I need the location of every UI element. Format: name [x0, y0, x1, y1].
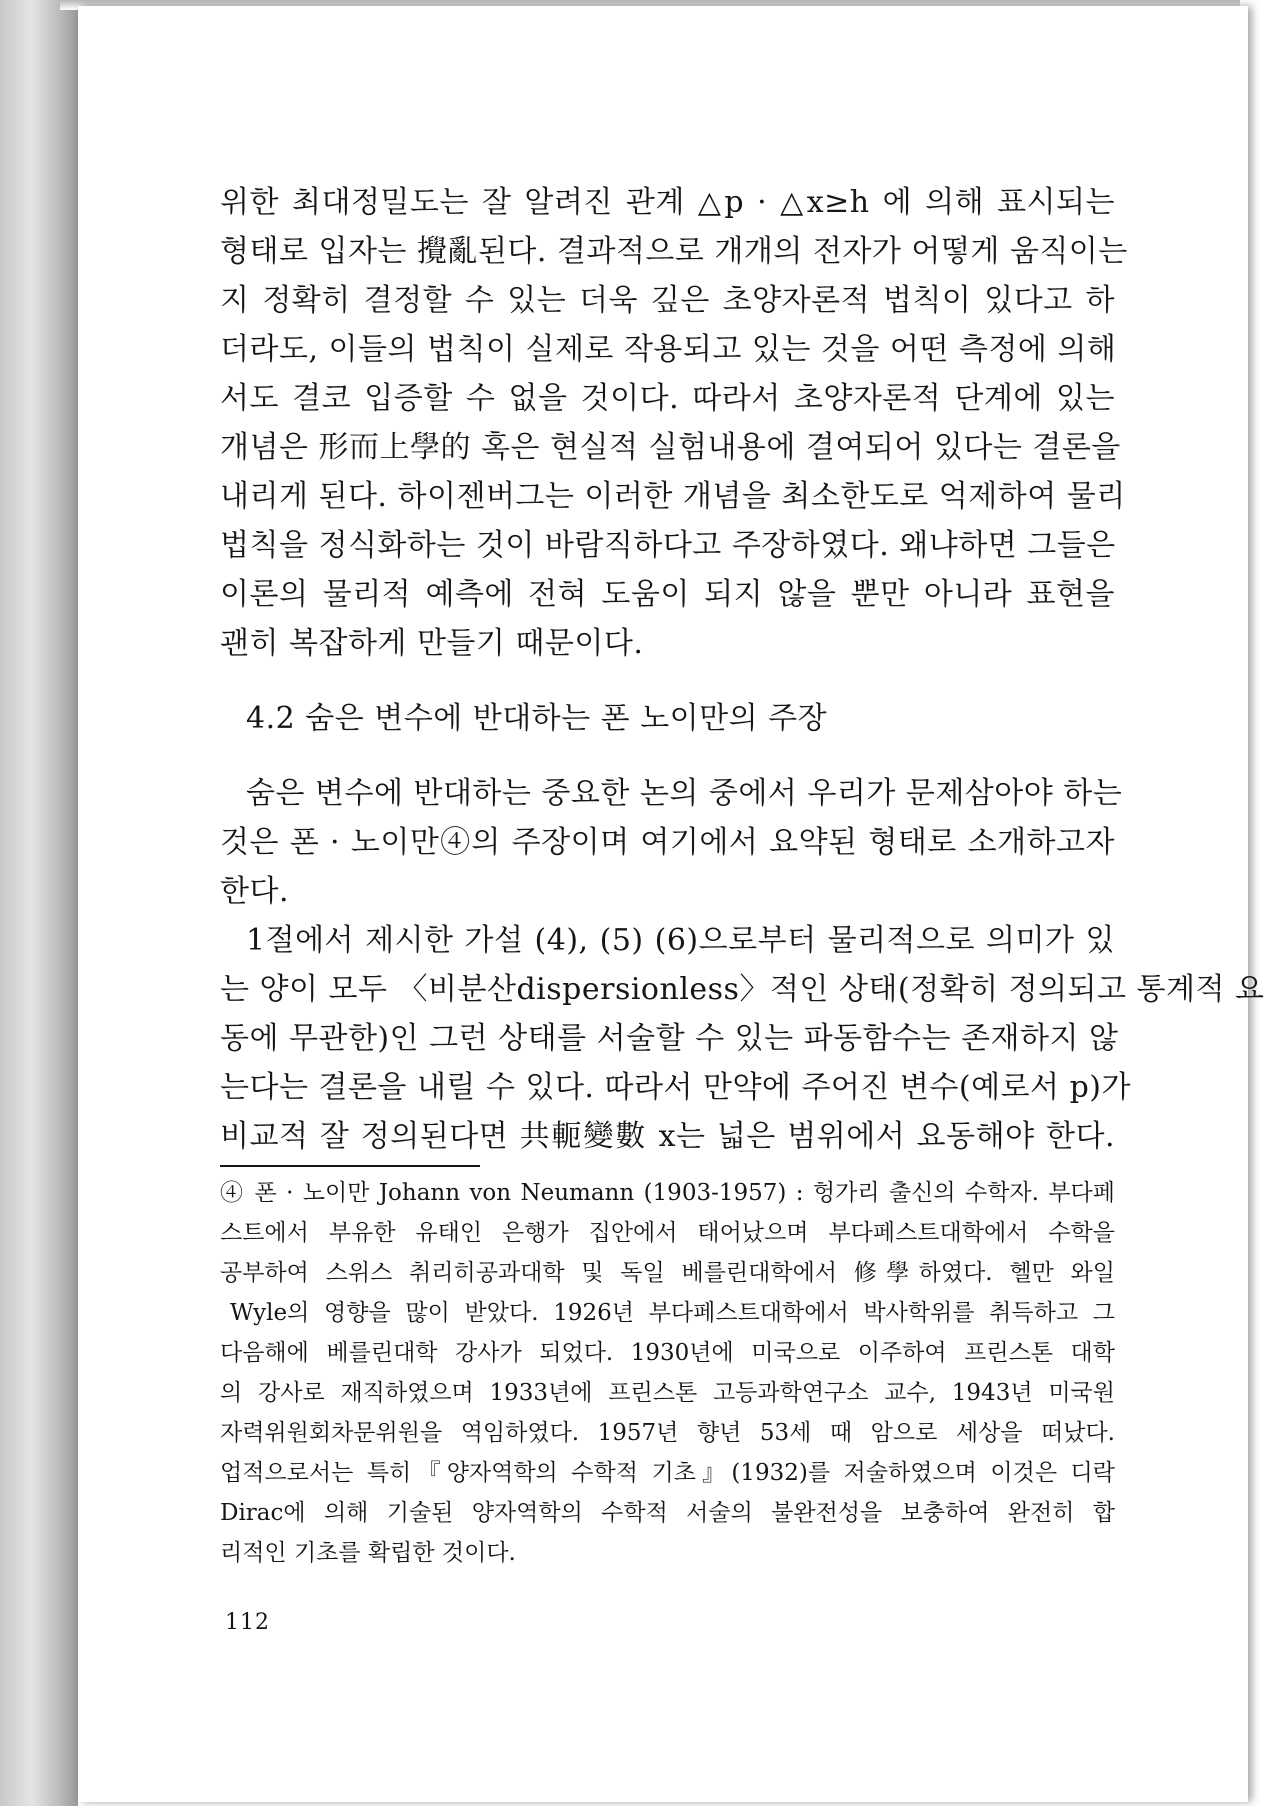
paragraph-1	[220, 178, 1128, 668]
paragraph-3	[220, 916, 1265, 1161]
footnote-line: ④ 폰 · 노이만 Johann von Neumann (1903-1957) : 헝가리 출신의 수학자. 부다페	[220, 1180, 1115, 1206]
footnote-line: 다음해에 베를린대학 강사가 되었다. 1930년에 미국으로 이주하여 프린스톤 대학	[220, 1340, 1115, 1366]
text-line: 동에 무관한)인 그런 상태를 서술할 수 있는 파동함수는 존재하지 않	[220, 1021, 1119, 1056]
footnote-line: Wyle의 영향을 많이 받았다. 1926년 부다페스트대학에서 박사학위를 취득하고 그	[230, 1300, 1115, 1326]
footnote-line: 공부하여 스위스 취리히공과대학 및 독일 베를린대학에서 修學하였다. 헬만 와일	[220, 1260, 1115, 1286]
text-line: 서도 결코 입증할 수 없을 것이다. 따라서 초양자론적 단계에 있는	[220, 381, 1115, 416]
text-line: 비교적 잘 정의된다면 共軛變數 x는 넓은 범위에서 요동해야 한다.	[220, 1119, 1115, 1154]
footnote-line: 리적인 기초를 확립한 것이다.	[220, 1540, 516, 1566]
text-line: 형태로 입자는 攪亂된다. 결과적으로 개개의 전자가 어떻게 움직이는	[220, 234, 1128, 269]
paragraph-2	[220, 769, 1123, 916]
book-spine-shadow	[0, 0, 78, 1806]
text-line: 지 정확히 결정할 수 있는 더욱 깊은 초양자론적 법칙이 있다고 하	[220, 283, 1115, 318]
text-line: 는 양이 모두 〈비분산dispersionless〉적인 상태(정확히 정의되고 통계적 요	[220, 972, 1265, 1007]
text-line: 이론의 물리적 예측에 전혀 도움이 되지 않을 뿐만 아니라 표현을	[220, 577, 1115, 612]
text-line: 1절에서 제시한 가설 (4), (5) (6)으로부터 물리적으로 의미가 있	[246, 923, 1115, 958]
footnote-line: Dirac에 의해 기술된 양자역학의 수학적 서술의 불완전성을 보충하여 완전히 합	[220, 1500, 1115, 1526]
footnote-line: 의 강사로 재직하였으며 1933년에 프린스톤 고등과학연구소 교수, 1943년 미국원	[220, 1380, 1115, 1406]
text-line: 한다.	[220, 874, 289, 909]
text-line: 개념은 形而上學的 혹은 현실적 실험내용에 결여되어 있다는 결론을	[220, 430, 1121, 465]
footnote-divider	[220, 1165, 480, 1167]
page-number: 112	[225, 1610, 270, 1635]
text-line: 위한 최대정밀도는 잘 알려진 관계 △p · △x≥h 에 의해 표시되는	[220, 185, 1115, 220]
text-line: 괜히 복잡하게 만들기 때문이다.	[220, 626, 644, 661]
footnote-line: 스트에서 부유한 유태인 은행가 집안에서 태어났으며 부다페스트대학에서 수학을	[220, 1220, 1115, 1246]
text-line: 내리게 된다. 하이젠버그는 이러한 개념을 최소한도로 억제하여 물리	[220, 479, 1126, 514]
text-line: 것은 폰 · 노이만④의 주장이며 여기에서 요약된 형태로 소개하고자	[220, 825, 1115, 860]
footnote	[220, 1173, 1115, 1573]
footnote-line: 업적으로서는 특히『양자역학의 수학적 기초』(1932)를 저술하였으며 이것은 디락	[220, 1460, 1115, 1486]
footnote-line: 자력위원회차문위원을 역임하였다. 1957년 향년 53세 때 암으로 세상을 떠났다.	[220, 1420, 1115, 1446]
section-heading: 4.2 숨은 변수에 반대하는 폰 노이만의 주장	[246, 701, 828, 736]
text-line: 법칙을 정식화하는 것이 바람직하다고 주장하였다. 왜냐하면 그들은	[220, 528, 1116, 563]
text-line: 숨은 변수에 반대하는 중요한 논의 중에서 우리가 문제삼아야 하는	[246, 776, 1123, 811]
text-line: 더라도, 이들의 법칙이 실제로 작용되고 있는 것을 어떤 측정에 의해	[220, 332, 1117, 367]
page-content	[220, 178, 1265, 1573]
text-line: 는다는 결론을 내릴 수 있다. 따라서 만약에 주어진 변수(예로서 p)가	[220, 1070, 1131, 1105]
